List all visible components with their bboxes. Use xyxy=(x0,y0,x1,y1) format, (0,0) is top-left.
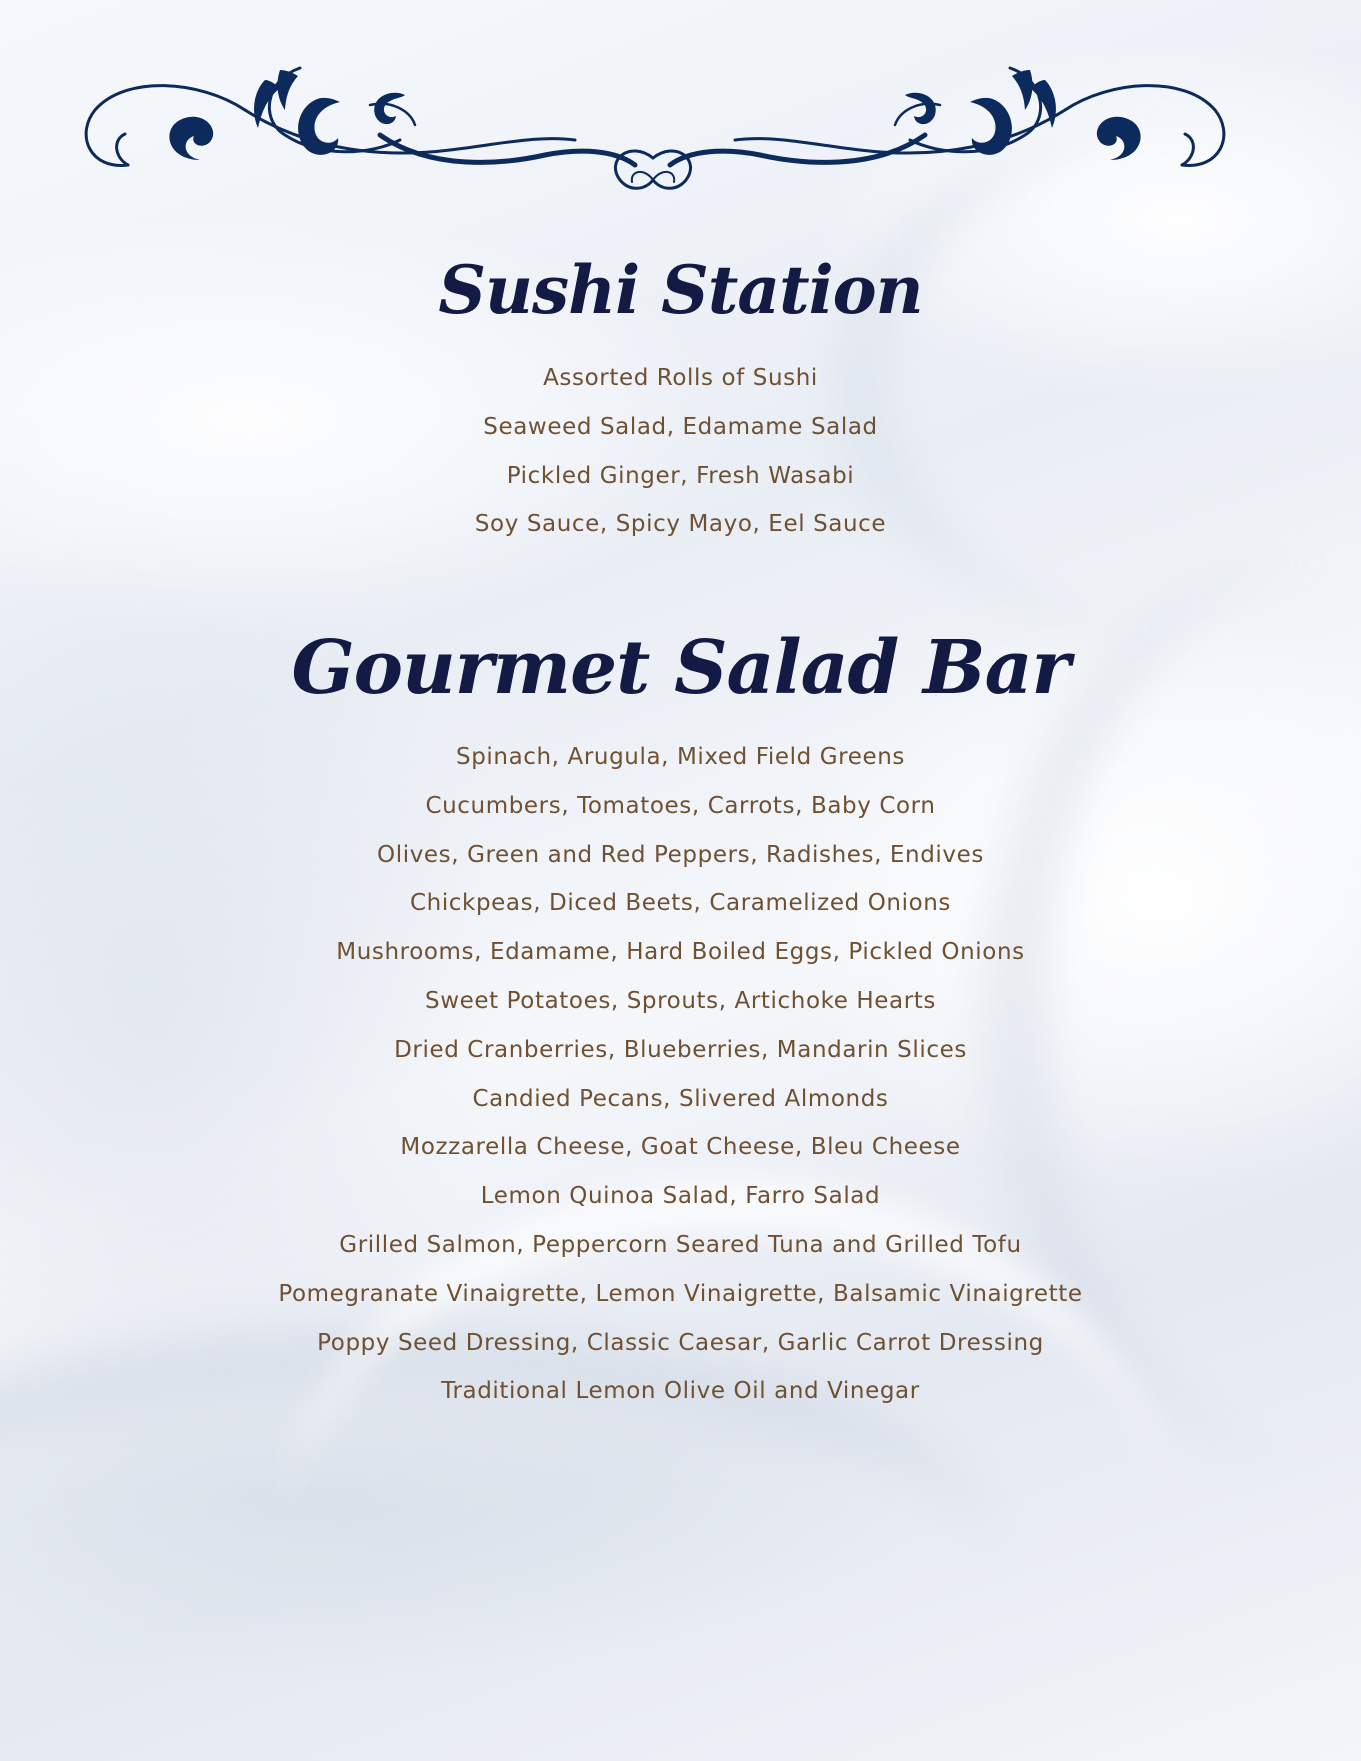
list-item: Pomegranate Vinaigrette, Lemon Vinaigrette, Balsamic Vinaigrette xyxy=(278,1280,1083,1307)
list-item: Candied Pecans, Slivered Almonds xyxy=(472,1085,889,1112)
sushi-station-item-list xyxy=(0,354,1361,549)
list-item: Grilled Salmon, Peppercorn Seared Tuna and Grilled Tofu xyxy=(339,1231,1022,1258)
list-item: Spinach, Arugula, Mixed Field Greens xyxy=(456,744,905,770)
section-title-gourmet-salad-bar: Gourmet Salad Bar xyxy=(291,625,1070,711)
list-item: Olives, Green and Red Peppers, Radishes, Endives xyxy=(377,841,984,868)
list-item: Soy Sauce, Spicy Mayo, Eel Sauce xyxy=(474,511,887,538)
list-item: Mushrooms, Edamame, Hard Boiled Eggs, Pickled Onions xyxy=(336,939,1025,966)
list-item: Cucumbers, Tomatoes, Carrots, Baby Corn xyxy=(425,792,936,819)
list-item: Pickled Ginger, Fresh Wasabi xyxy=(506,462,855,489)
list-item: Sweet Potatoes, Sprouts, Artichoke Hearts xyxy=(425,987,936,1014)
list-item: Mozzarella Cheese, Goat Cheese, Bleu Cheese xyxy=(400,1134,961,1161)
list-item: Chickpeas, Diced Beets, Caramelized Onions xyxy=(409,890,952,917)
list-item: Lemon Quinoa Salad, Farro Salad xyxy=(480,1183,881,1210)
section-title-sushi-station: Sushi Station xyxy=(438,251,923,329)
list-item: Poppy Seed Dressing, Classic Caesar, Garlic Carrot Dressing xyxy=(317,1329,1044,1356)
list-item: Assorted Rolls of Sushi xyxy=(543,365,818,391)
list-item: Seaweed Salad, Edamame Salad xyxy=(483,413,878,440)
scroll-flourish-ornament xyxy=(70,40,1240,205)
list-item: Dried Cranberries, Blueberries, Mandarin Slices xyxy=(394,1036,967,1063)
list-item: Traditional Lemon Olive Oil and Vinegar xyxy=(441,1378,920,1405)
salad-bar-item-list xyxy=(0,733,1361,1416)
